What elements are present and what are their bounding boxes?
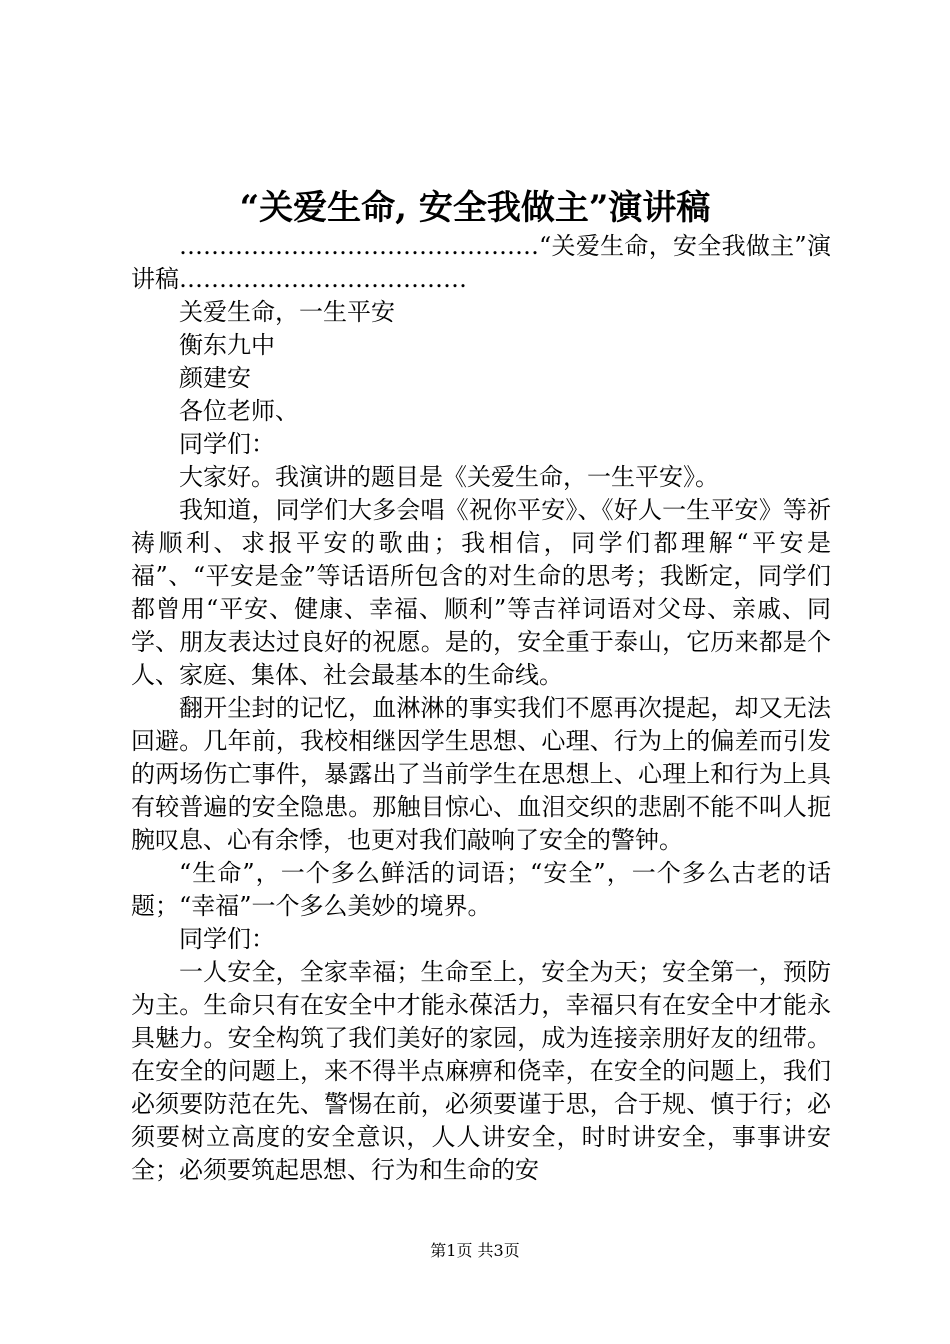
school-name: 衡东九中 xyxy=(179,331,275,359)
greeting-students: 同学们： xyxy=(179,430,275,458)
greeting-students: 同学们： xyxy=(179,925,275,953)
paragraph-body: 翻开尘封的记忆，血淋淋的事实我们不愿再次提起，却又无法回避。几年前，我校相继因学生思想、心理、行为上的偏差而引发的两场伤亡事件，暴露出了当前学生在思想上、心理上和行为上具有较普遍的安全隐患。那触目惊心、血泪交织的悲剧不能不叫人扼腕叹息、心有余悸，也更对我们敲响了安全的警钟。 xyxy=(131,694,831,854)
paragraph-body: “生命”，一个多么鲜活的词语；“安全”，一个多么古老的话题；“幸福”一个多么美妙的境界。 xyxy=(131,859,831,920)
document-title: “关爱生命, 安全我做主”演讲稿 xyxy=(239,188,711,228)
speech-title: 关爱生命，一生平安 xyxy=(179,298,395,326)
paragraph-body: 我知道，同学们大多会唱《祝你平安》、《好人一生平安》等祈祷顺利、求报平安的歌曲；我相信，同学们都理解“平安是福”、“平安是金”等话语所包含的对生命的思考；我断定，同学们都曾用“平安、健康、幸福、顺利”等吉祥词语对父母、亲戚、同学、朋友表达过良好的祝愿。是的，安全重于泰山，它历来都是个人、家庭、集体、社会最基本的生命线。 xyxy=(131,496,831,689)
document-body xyxy=(131,230,831,1187)
page-footer: 第1页 共3页 xyxy=(430,1241,520,1260)
paragraph-body: 一人安全，全家幸福；生命至上，安全为天；安全第一，预防为主。生命只有在安全中才能永葆活力，幸福只有在安全中才能永具魅力。安全构筑了我们美好的家园，成为连接亲朋好友的纽带。在安全的问题上，来不得半点麻痹和侥幸，在安全的问题上，我们必须要防范在先、警惕在前，必须要谨于思，合于规、慎于行；必须要树立高度的安全意识，人人讲安全，时时讲安全，事事讲安全；必须要筑起思想、行为和生命的安 xyxy=(131,958,831,1184)
greeting-teachers: 各位老师、 xyxy=(179,397,299,425)
paragraph-intro: 大家好。我演讲的题目是《关爱生命，一生平安》。 xyxy=(179,463,719,491)
author-name: 颜建安 xyxy=(179,364,251,392)
subtitle-line: ………………………………………“关爱生命，安全我做主”演讲稿……………………………… xyxy=(131,232,831,293)
